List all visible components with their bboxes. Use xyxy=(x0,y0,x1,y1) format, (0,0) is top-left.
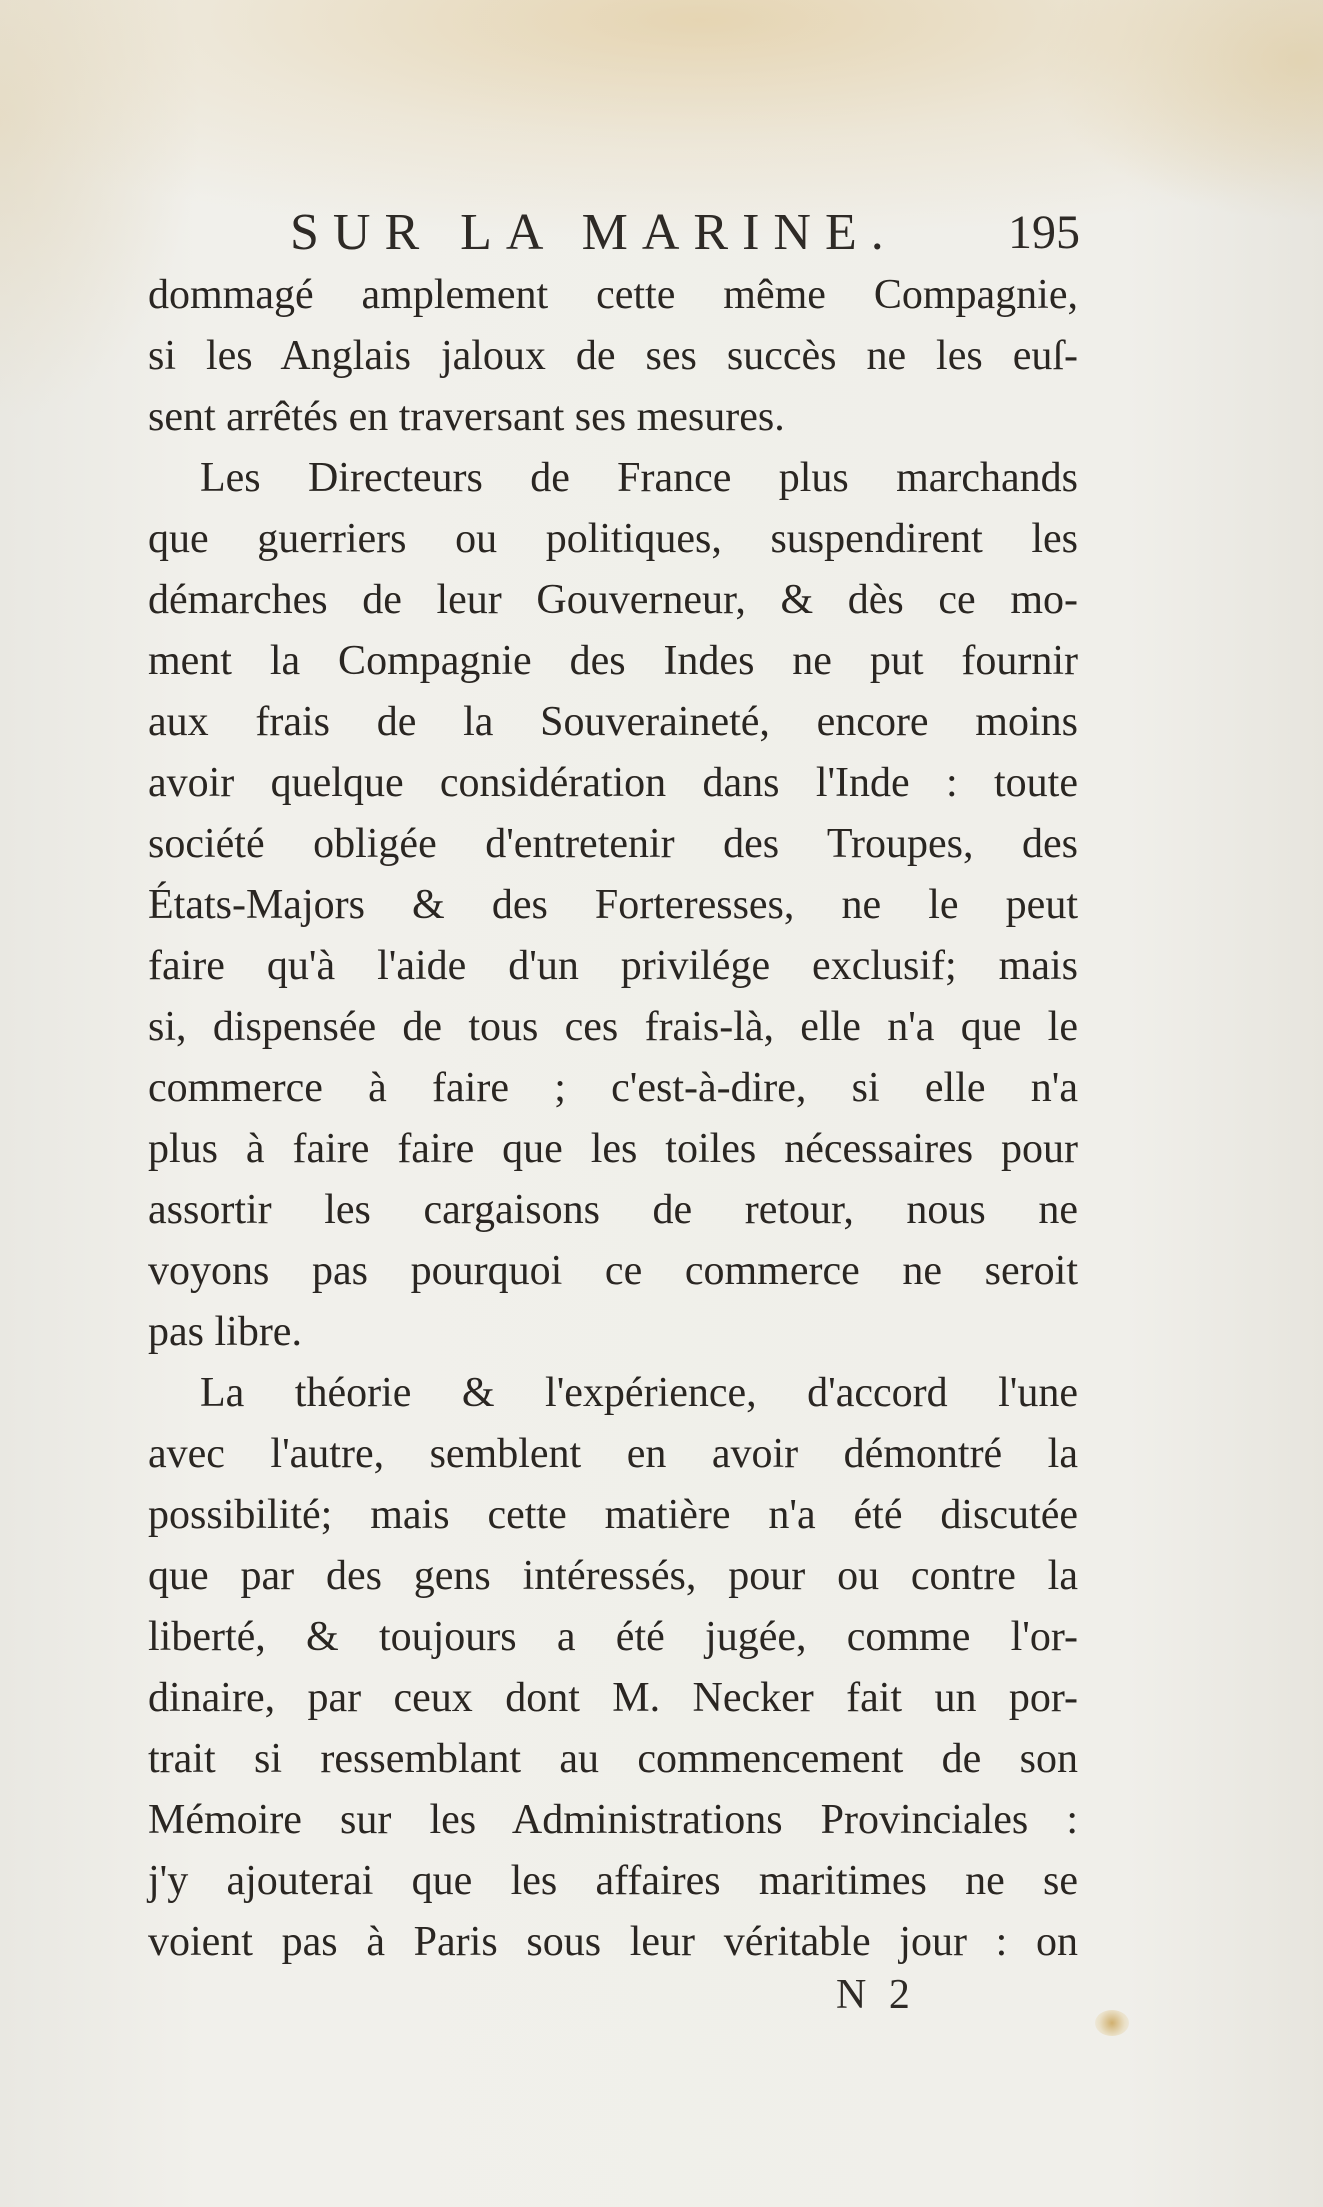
text-line: avec l'autre, semblent en avoir démontré la xyxy=(148,1431,1078,1477)
text-line: commerce à faire ; c'est-à-dire, si elle n'a xyxy=(148,1065,1078,1111)
paper-stain xyxy=(1095,2010,1129,2036)
signature-mark: N 2 xyxy=(836,1972,916,2018)
text-line: si les Anglais jaloux de ses succès ne les euſ- xyxy=(148,333,1078,379)
text-line: sent arrêtés en traversant ses mesures. xyxy=(148,394,785,440)
text-line: faire qu'à l'aide d'un privilége exclusif; mais xyxy=(148,943,1078,989)
text-line: plus à faire faire que les toiles nécessaires pour xyxy=(148,1126,1078,1172)
body-text xyxy=(148,265,1078,1973)
text-line: ment la Compagnie des Indes ne put fournir xyxy=(148,638,1078,684)
text-line: pas libre. xyxy=(148,1309,302,1355)
text-line: possibilité; mais cette matière n'a été discutée xyxy=(148,1492,1078,1538)
text-line: que guerriers ou politiques, suspendirent les xyxy=(148,516,1078,562)
paragraph-start-line: La théorie & l'expérience, d'accord l'une xyxy=(200,1370,1078,1416)
text-line: dinaire, par ceux dont M. Necker fait un por- xyxy=(148,1675,1078,1721)
text-line: aux frais de la Souveraineté, encore moins xyxy=(148,699,1078,745)
text-line: démarches de leur Gouverneur, & dès ce mo- xyxy=(148,577,1078,623)
page-header xyxy=(290,198,1080,268)
text-line: liberté, & toujours a été jugée, comme l'or- xyxy=(148,1614,1078,1660)
text-line: voyons pas pourquoi ce commerce ne seroit xyxy=(148,1248,1078,1294)
text-line: assortir les cargaisons de retour, nous ne xyxy=(148,1187,1078,1233)
text-line: j'y ajouterai que les affaires maritimes ne se xyxy=(148,1858,1078,1904)
text-line: voient pas à Paris sous leur véritable jour : on xyxy=(148,1919,1078,1965)
text-line: société obligée d'entretenir des Troupes, des xyxy=(148,821,1078,867)
text-line: si, dispensée de tous ces frais-là, elle n'a que le xyxy=(148,1004,1078,1050)
text-line: trait si ressemblant au commencement de son xyxy=(148,1736,1078,1782)
running-title: SUR LA MARINE. xyxy=(290,204,898,261)
text-line: que par des gens intéressés, pour ou contre la xyxy=(148,1553,1078,1599)
text-line: Mémoire sur les Administrations Provinciales : xyxy=(148,1797,1078,1843)
text-line: avoir quelque considération dans l'Inde : toute xyxy=(148,760,1078,806)
page-number: 195 xyxy=(1008,206,1080,259)
paragraph-start-line: Les Directeurs de France plus marchands xyxy=(200,455,1078,501)
text-line: dommagé amplement cette même Compagnie, xyxy=(148,272,1078,318)
text-line: États-Majors & des Forteresses, ne le peut xyxy=(148,882,1078,928)
